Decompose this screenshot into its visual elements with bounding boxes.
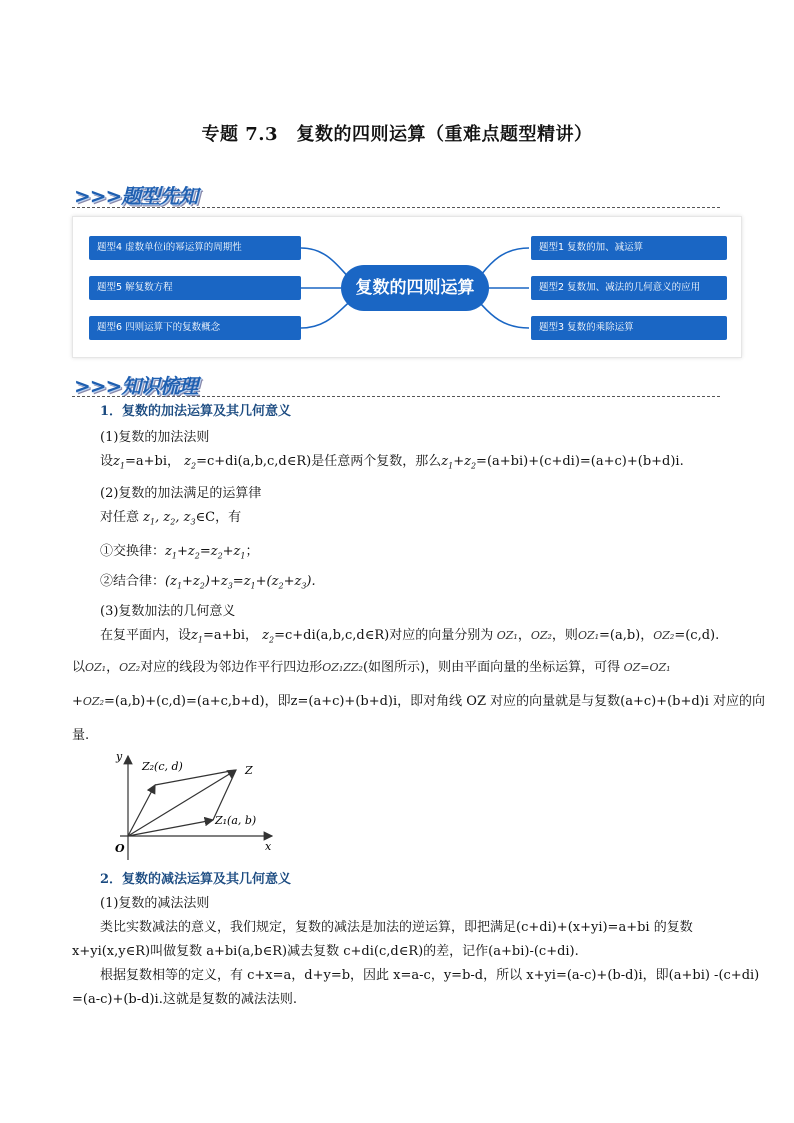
paragraph: 量. — [72, 728, 90, 743]
paragraph: (3)复数加法的几何意义 — [100, 604, 236, 619]
paragraph: (2)复数的加法满足的运算律 — [100, 486, 262, 501]
parallelogram-diagram — [100, 750, 280, 868]
page-title: 专题 7.3 复数的四则运算（重难点题型精讲） — [201, 124, 593, 145]
paragraph: x+yi(x,y∈R)叫做复数 a+bi(a,b∈R)减去复数 c+di(c,d∈R)的差，记作(a+bi)-(c+di). — [72, 944, 579, 959]
paragraph-associative: ②结合律：$(z_1+z_2)+z_3=z_1+(z_2+z_3)$. — [100, 574, 316, 591]
paragraph: (1)复数的加法法则 — [100, 430, 210, 445]
paragraph: 类比实数减法的意义，我们规定，复数的减法是加法的逆运算，即把满足(c+di)+(x+yi)=a+bi 的复数 — [100, 920, 693, 935]
paragraph: 根据复数相等的定义，有 c+x=a，d+y=b，因此 x=a-c，y=b-d，所以 x+yi=(a-c)+(b-d)i，即(a+bi) -(c+di) — [100, 968, 760, 983]
paragraph: 设$z_1=a+bi$， $z_2=c+di(a,b,c,d\in R)$是任意两个复数，那么$z_1+z_2=(a+bi)+(c+di)=(a+c)+(b+d)i$. — [100, 454, 684, 471]
divider — [72, 396, 720, 397]
mindmap-node-type1: 题型1 复数的加、减运算 — [531, 236, 727, 260]
section-banner-knowledge: >>>知识梳理 — [74, 374, 198, 398]
section-banner-preview: >>>题型先知 — [74, 184, 198, 208]
mindmap-node-type2: 题型2 复数加、减法的几何意义的应用 — [531, 276, 727, 300]
divider — [72, 207, 720, 208]
axis-label-y: y — [116, 750, 123, 763]
mindmap-node-type6: 题型6 四则运算下的复数概念 — [89, 316, 301, 340]
mindmap-node-type5: 题型5 解复数方程 — [89, 276, 301, 300]
paragraph: 对任意 $z_1$, $z_2$, $z_3\in C$，有 — [100, 510, 242, 527]
paragraph: (1)复数的减法法则 — [100, 896, 210, 911]
axis-label-x: x — [265, 840, 272, 853]
paragraph: +OZ₂=(a,b)+(c,d)=(a+c,b+d)，即z=(a+c)+(b+d)i，即对角线 OZ 对应的向量就是与复数(a+c)+(b+d)i 对应的向 — [72, 694, 766, 709]
paragraph: 以OZ₁，OZ₂对应的线段为邻边作平行四边形OZ₁ZZ₂(如图所示)，则由平面向量的坐标运算，可得 OZ=OZ₁ — [72, 660, 671, 675]
mindmap — [72, 216, 742, 358]
mindmap-node-type4: 题型4 虚数单位i的幂运算的周期性 — [89, 236, 301, 260]
point-label-z2: Z₂(c, d) — [142, 760, 183, 773]
mindmap-center: 复数的四则运算 — [341, 265, 489, 311]
section-heading-subtraction: 2．复数的减法运算及其几何意义 — [100, 872, 292, 887]
mindmap-node-type3: 题型3 复数的乘除运算 — [531, 316, 727, 340]
point-label-z: Z — [245, 764, 253, 777]
section-heading-addition: 1．复数的加法运算及其几何意义 — [100, 404, 292, 419]
origin-label: O — [115, 842, 125, 855]
point-label-z1: Z₁(a, b) — [215, 814, 257, 827]
paragraph-commutative: ①交换律：$z_1+z_2=z_2+z_1$； — [100, 544, 259, 561]
paragraph: =(a-c)+(b-d)i.这就是复数的减法法则. — [72, 992, 297, 1007]
paragraph: 在复平面内，设$z_1=a+bi$， $z_2=c+di(a,b,c,d\in R)$对应的向量分别为 OZ₁，OZ₂，则OZ₁=(a,b)，OZ₂=(c,d). — [100, 628, 720, 645]
